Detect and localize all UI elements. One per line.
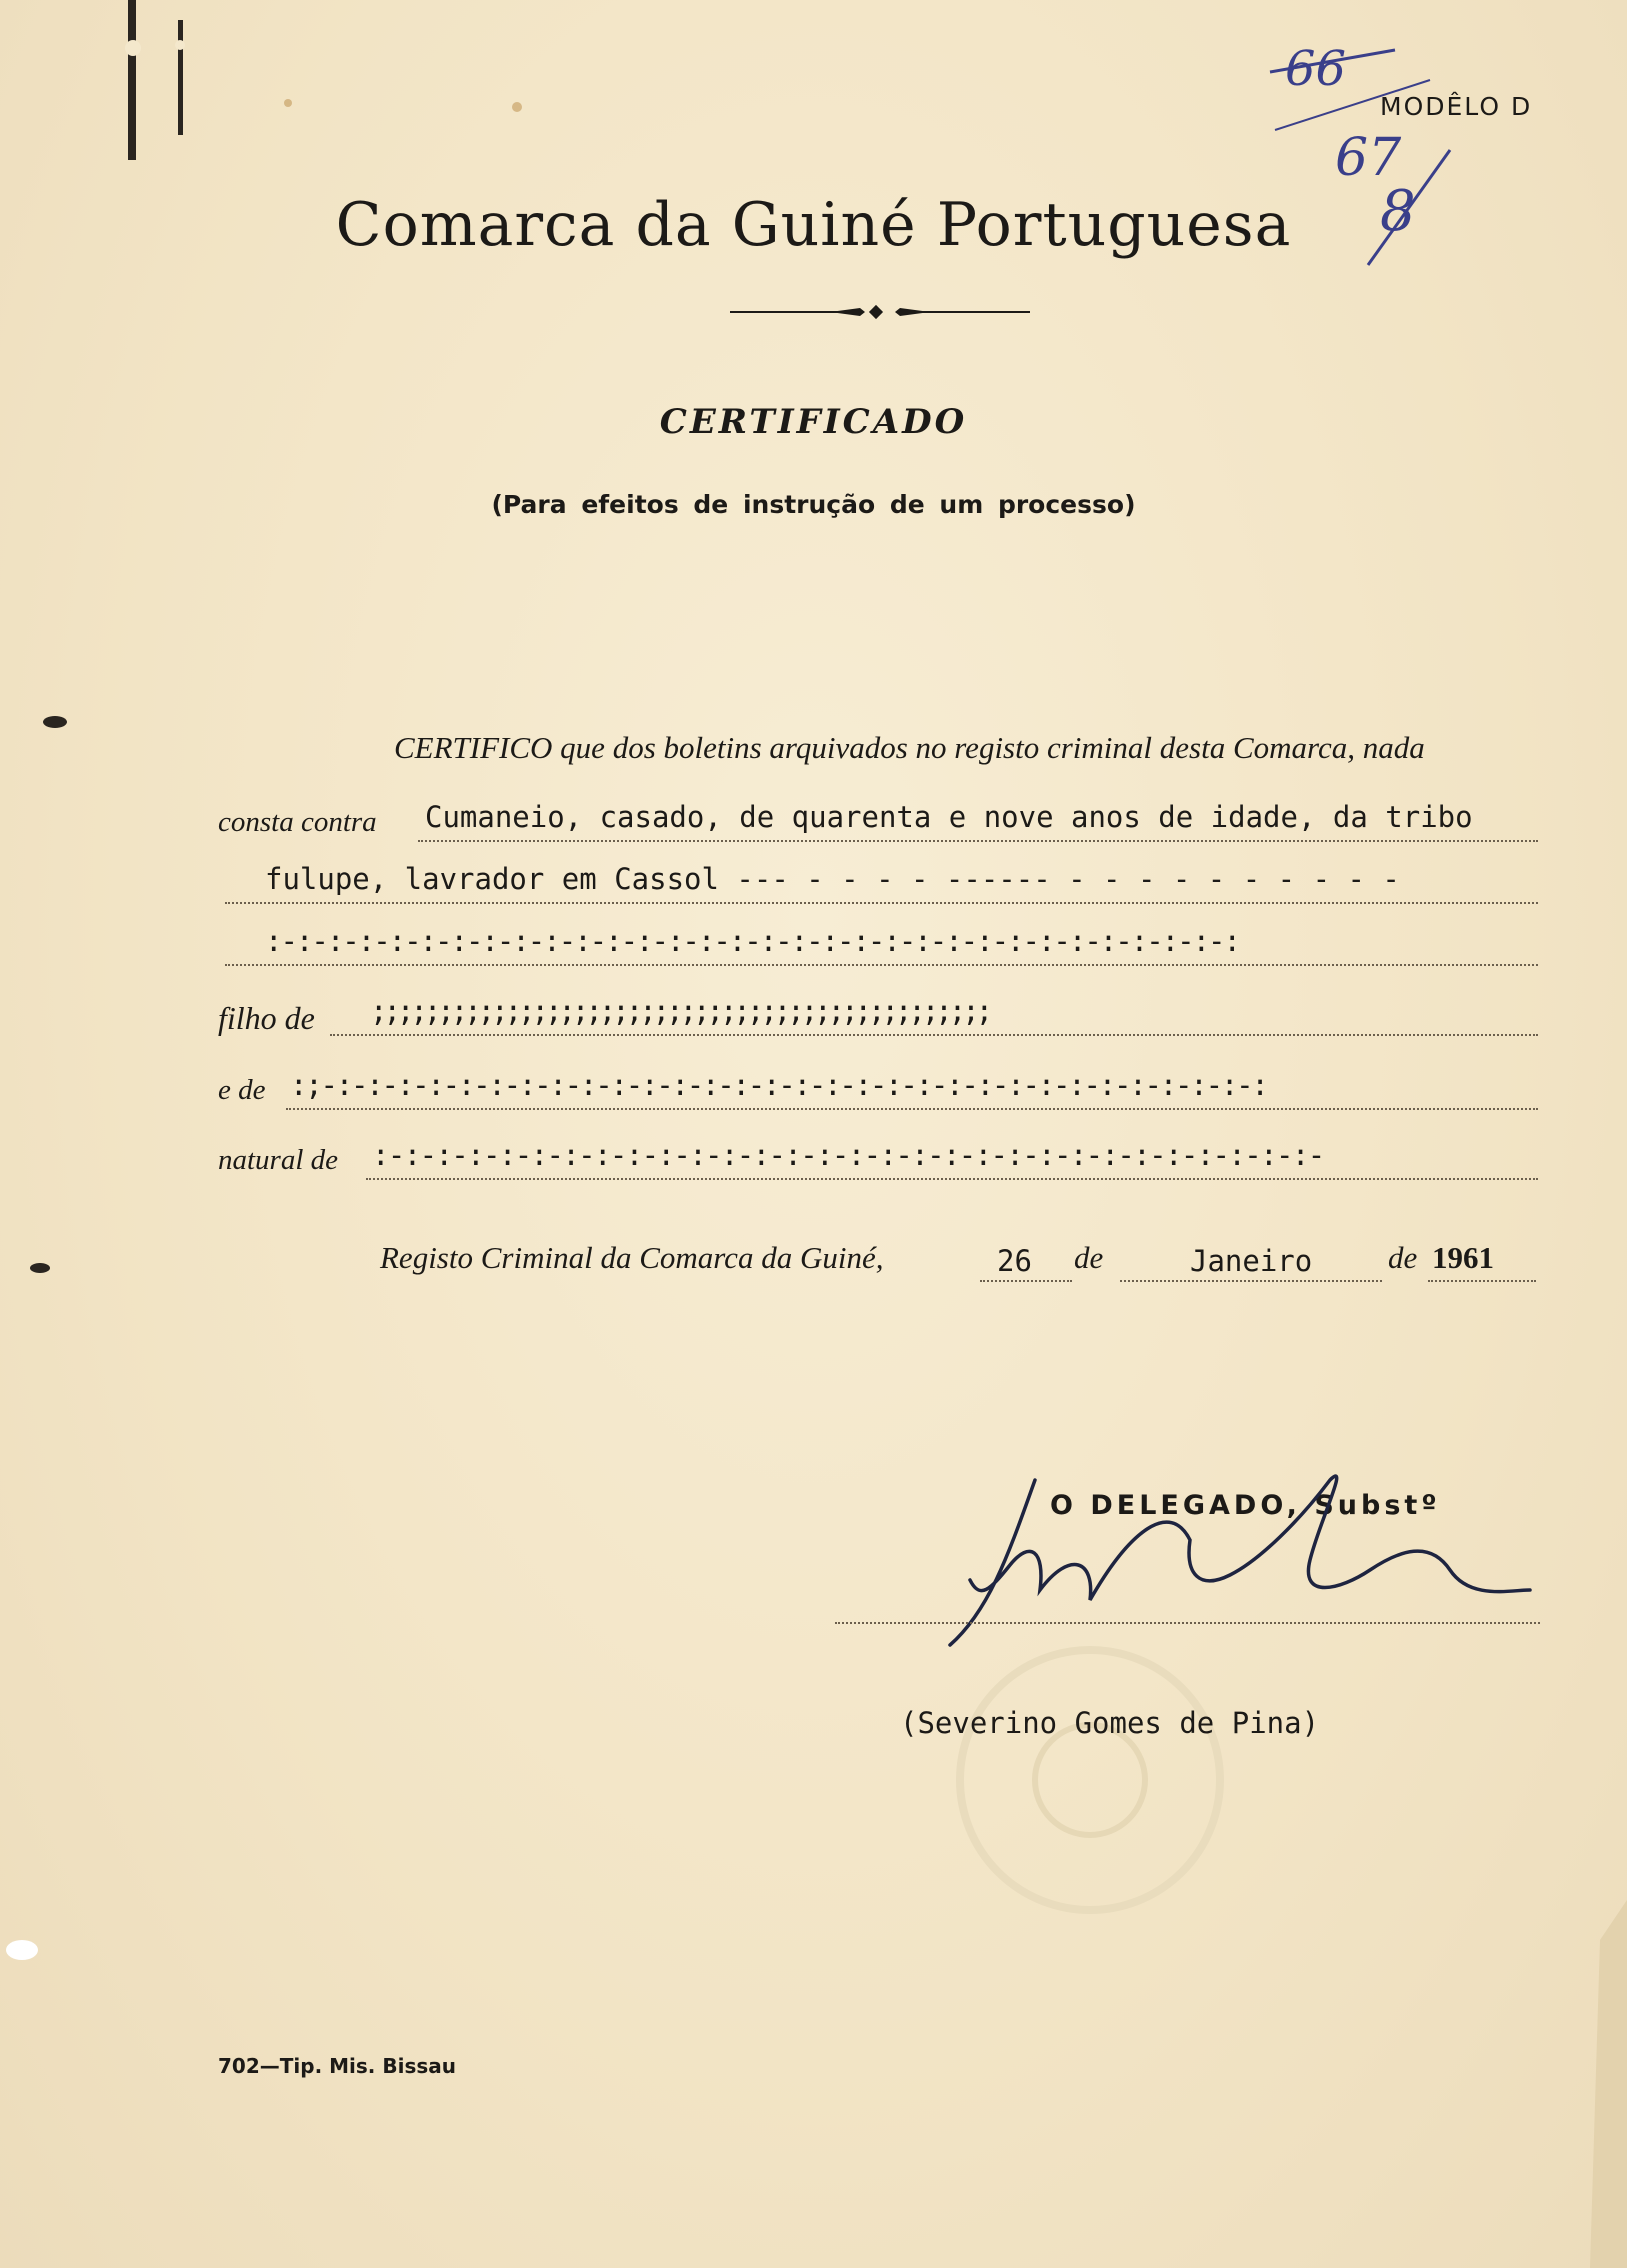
dotted-line-3	[225, 964, 1538, 966]
certificate-subtitle: (Para efeitos de instrução de um processo)	[491, 490, 1136, 519]
handwritten-number-66: 66	[1285, 41, 1347, 97]
dotted-line-6	[366, 1178, 1538, 1180]
filho-value: ;;;;;;;;;;;;;;;;;;;;;;;;;;;;;;;;;;;;;;;;;;;;;;	[370, 994, 990, 1028]
consta-label: consta contra	[218, 806, 377, 838]
dotted-line-2	[225, 902, 1538, 904]
date-de-1: de	[1074, 1240, 1104, 1275]
mae-label: e de	[218, 1074, 266, 1106]
signature-role: O DELEGADO, Substº	[1050, 1490, 1441, 1521]
certificate-heading: CERTIFICADO	[659, 402, 968, 442]
ornament-divider	[730, 300, 1030, 324]
dotted-year	[1428, 1280, 1536, 1282]
line2-value: fulupe, lavrador em Cassol --- - - - - ------ - - - - - - - - - -	[265, 862, 1400, 896]
dotted-line-5	[286, 1108, 1538, 1110]
signature-line	[835, 1622, 1540, 1624]
date-year: 1961	[1432, 1240, 1494, 1275]
dotted-line-1	[418, 840, 1538, 842]
printer-footer: 702—Tip. Mis. Bissau	[218, 2054, 456, 2078]
binding-mark-right	[178, 20, 183, 135]
signer-name: (Severino Gomes de Pina)	[900, 1706, 1320, 1740]
binding-mark-left	[128, 0, 136, 160]
handwritten-signature	[930, 1440, 1550, 1660]
dotted-month	[1120, 1280, 1382, 1282]
natural-label: natural de	[218, 1144, 339, 1176]
line3-value: :-:-:-:-:-:-:-:-:-:-:-:-:-:-:-:-:-:-:-:-:-:-:-:-:-:-:-:-:-:-:-:	[265, 924, 1239, 958]
date-day: 26	[997, 1244, 1032, 1278]
dotted-line-4	[330, 1034, 1538, 1036]
dotted-day	[980, 1280, 1072, 1282]
handwritten-number-67: 67	[1335, 128, 1402, 188]
date-prefix: Registo Criminal da Comarca da Guiné,	[380, 1240, 884, 1275]
mae-value: :;-:-:-:-:-:-:-:-:-:-:-:-:-:-:-:-:-:-:-:-:-:-:-:-:-:-:-:-:-:-:-:	[290, 1068, 1267, 1102]
certificate-intro: CERTIFICO que dos boletins arquivados no registo criminal desta Comarca, nada	[394, 730, 1425, 765]
natural-value: :-:-:-:-:-:-:-:-:-:-:-:-:-:-:-:-:-:-:-:-:-:-:-:-:-:-:-:-:-:-	[372, 1138, 1324, 1172]
date-de-2: de	[1388, 1240, 1418, 1275]
model-label: MODÊLO D	[1380, 92, 1533, 121]
page-title: Comarca da Guiné Portuguesa	[335, 190, 1292, 260]
handwritten-number-8: 8	[1380, 179, 1416, 244]
filho-label: filho de	[218, 1000, 315, 1036]
date-month: Janeiro	[1190, 1244, 1313, 1278]
consta-value: Cumaneio, casado, de quarenta e nove anos de idade, da tribo	[425, 800, 1473, 834]
embossed-seal	[960, 1650, 1220, 1910]
